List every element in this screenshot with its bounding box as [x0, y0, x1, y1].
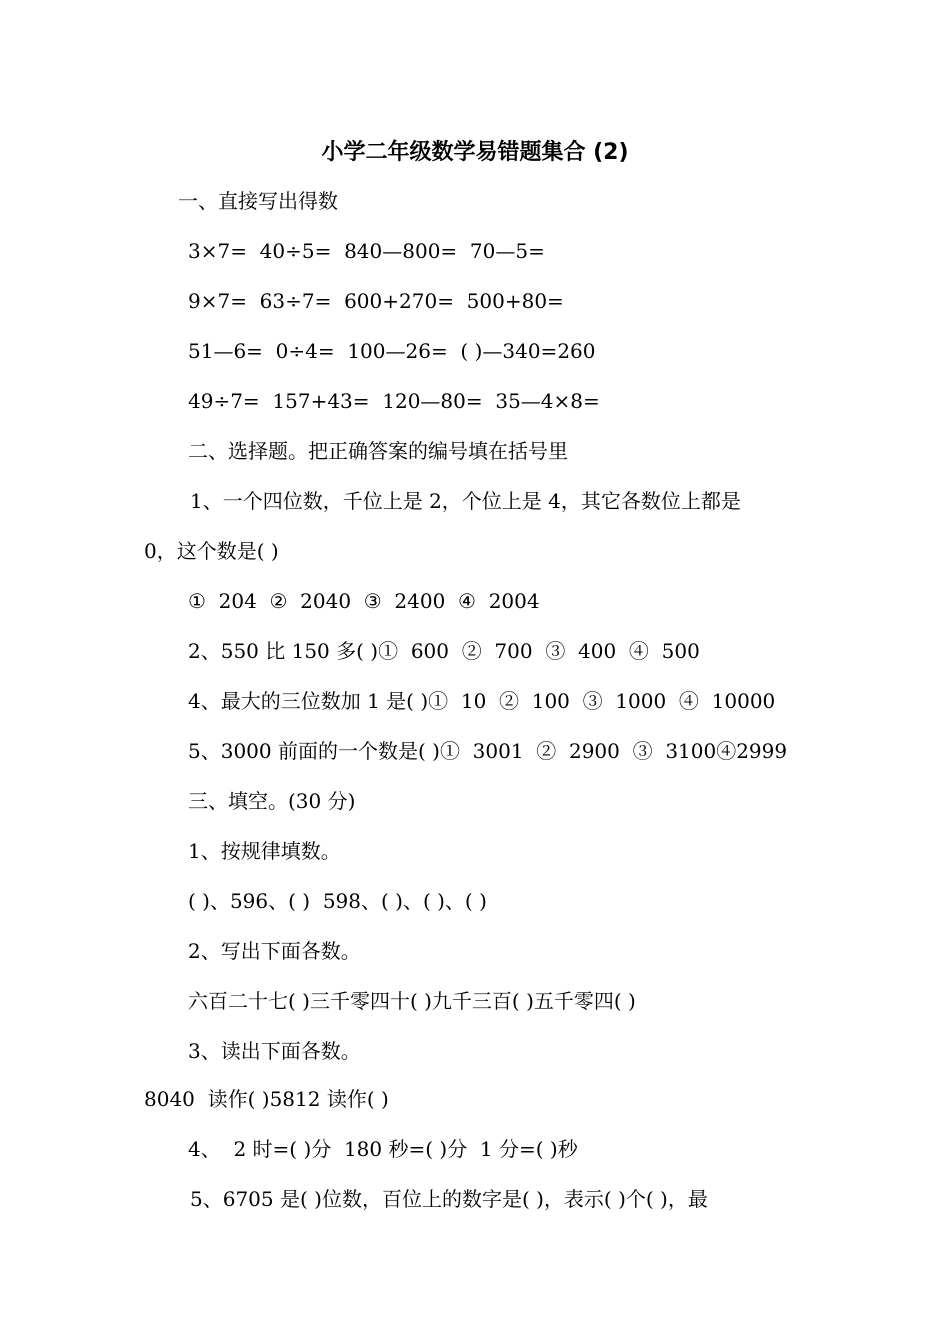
- fill-question-3: 3、读出下面各数。: [188, 1039, 361, 1063]
- question-4: 4、最大的三位数加 1 是( )① 10 ② 100 ③ 1000 ④ 10000: [188, 689, 776, 713]
- fill-question-5: 5、6705 是( )位数，百位上的数字是( )，表示( )个( )，最: [190, 1187, 708, 1211]
- fill-question-3-blanks: 8040 读作( )5812 读作( ): [144, 1087, 389, 1111]
- document-title: 小学二年级数学易错题集合 (2): [321, 140, 629, 165]
- section-heading-2: 二、选择题。把正确答案的编号填在括号里: [188, 439, 568, 463]
- question-1-line-1: 1、一个四位数，千位上是 2，个位上是 4，其它各数位上都是: [190, 489, 741, 513]
- section-heading-1: 一、直接写出得数: [178, 189, 338, 213]
- question-2: 2、550 比 150 多( )① 600 ② 700 ③ 400 ④ 500: [188, 639, 700, 663]
- fill-question-2-blanks: 六百二十七( )三千零四十( )九千三百( )五千零四( ): [188, 989, 636, 1013]
- calc-row-1: 3×7= 40÷5= 840—800= 70—5=: [188, 239, 545, 263]
- question-5: 5、3000 前面的一个数是( )① 3001 ② 2900 ③ 3100④2999: [188, 739, 788, 763]
- fill-question-1: 1、按规律填数。: [188, 839, 341, 863]
- fill-question-1-blanks: ( )、596、( ) 598、( )、( )、( ): [188, 889, 487, 913]
- calc-row-3: 51—6= 0÷4= 100—26= ( )—340=260: [188, 339, 596, 363]
- question-1-options: ① 204 ② 2040 ③ 2400 ④ 2004: [188, 589, 540, 613]
- section-heading-3: 三、填空。(30 分): [188, 789, 356, 813]
- question-1-line-2: 0，这个数是( ): [144, 539, 279, 563]
- fill-question-4: 4、 2 时=( )分 180 秒=( )分 1 分=( )秒: [188, 1137, 578, 1161]
- calc-row-4: 49÷7= 157+43= 120—80= 35—4×8=: [188, 389, 600, 413]
- calc-row-2: 9×7= 63÷7= 600+270= 500+80=: [188, 289, 564, 313]
- fill-question-2: 2、写出下面各数。: [188, 939, 361, 963]
